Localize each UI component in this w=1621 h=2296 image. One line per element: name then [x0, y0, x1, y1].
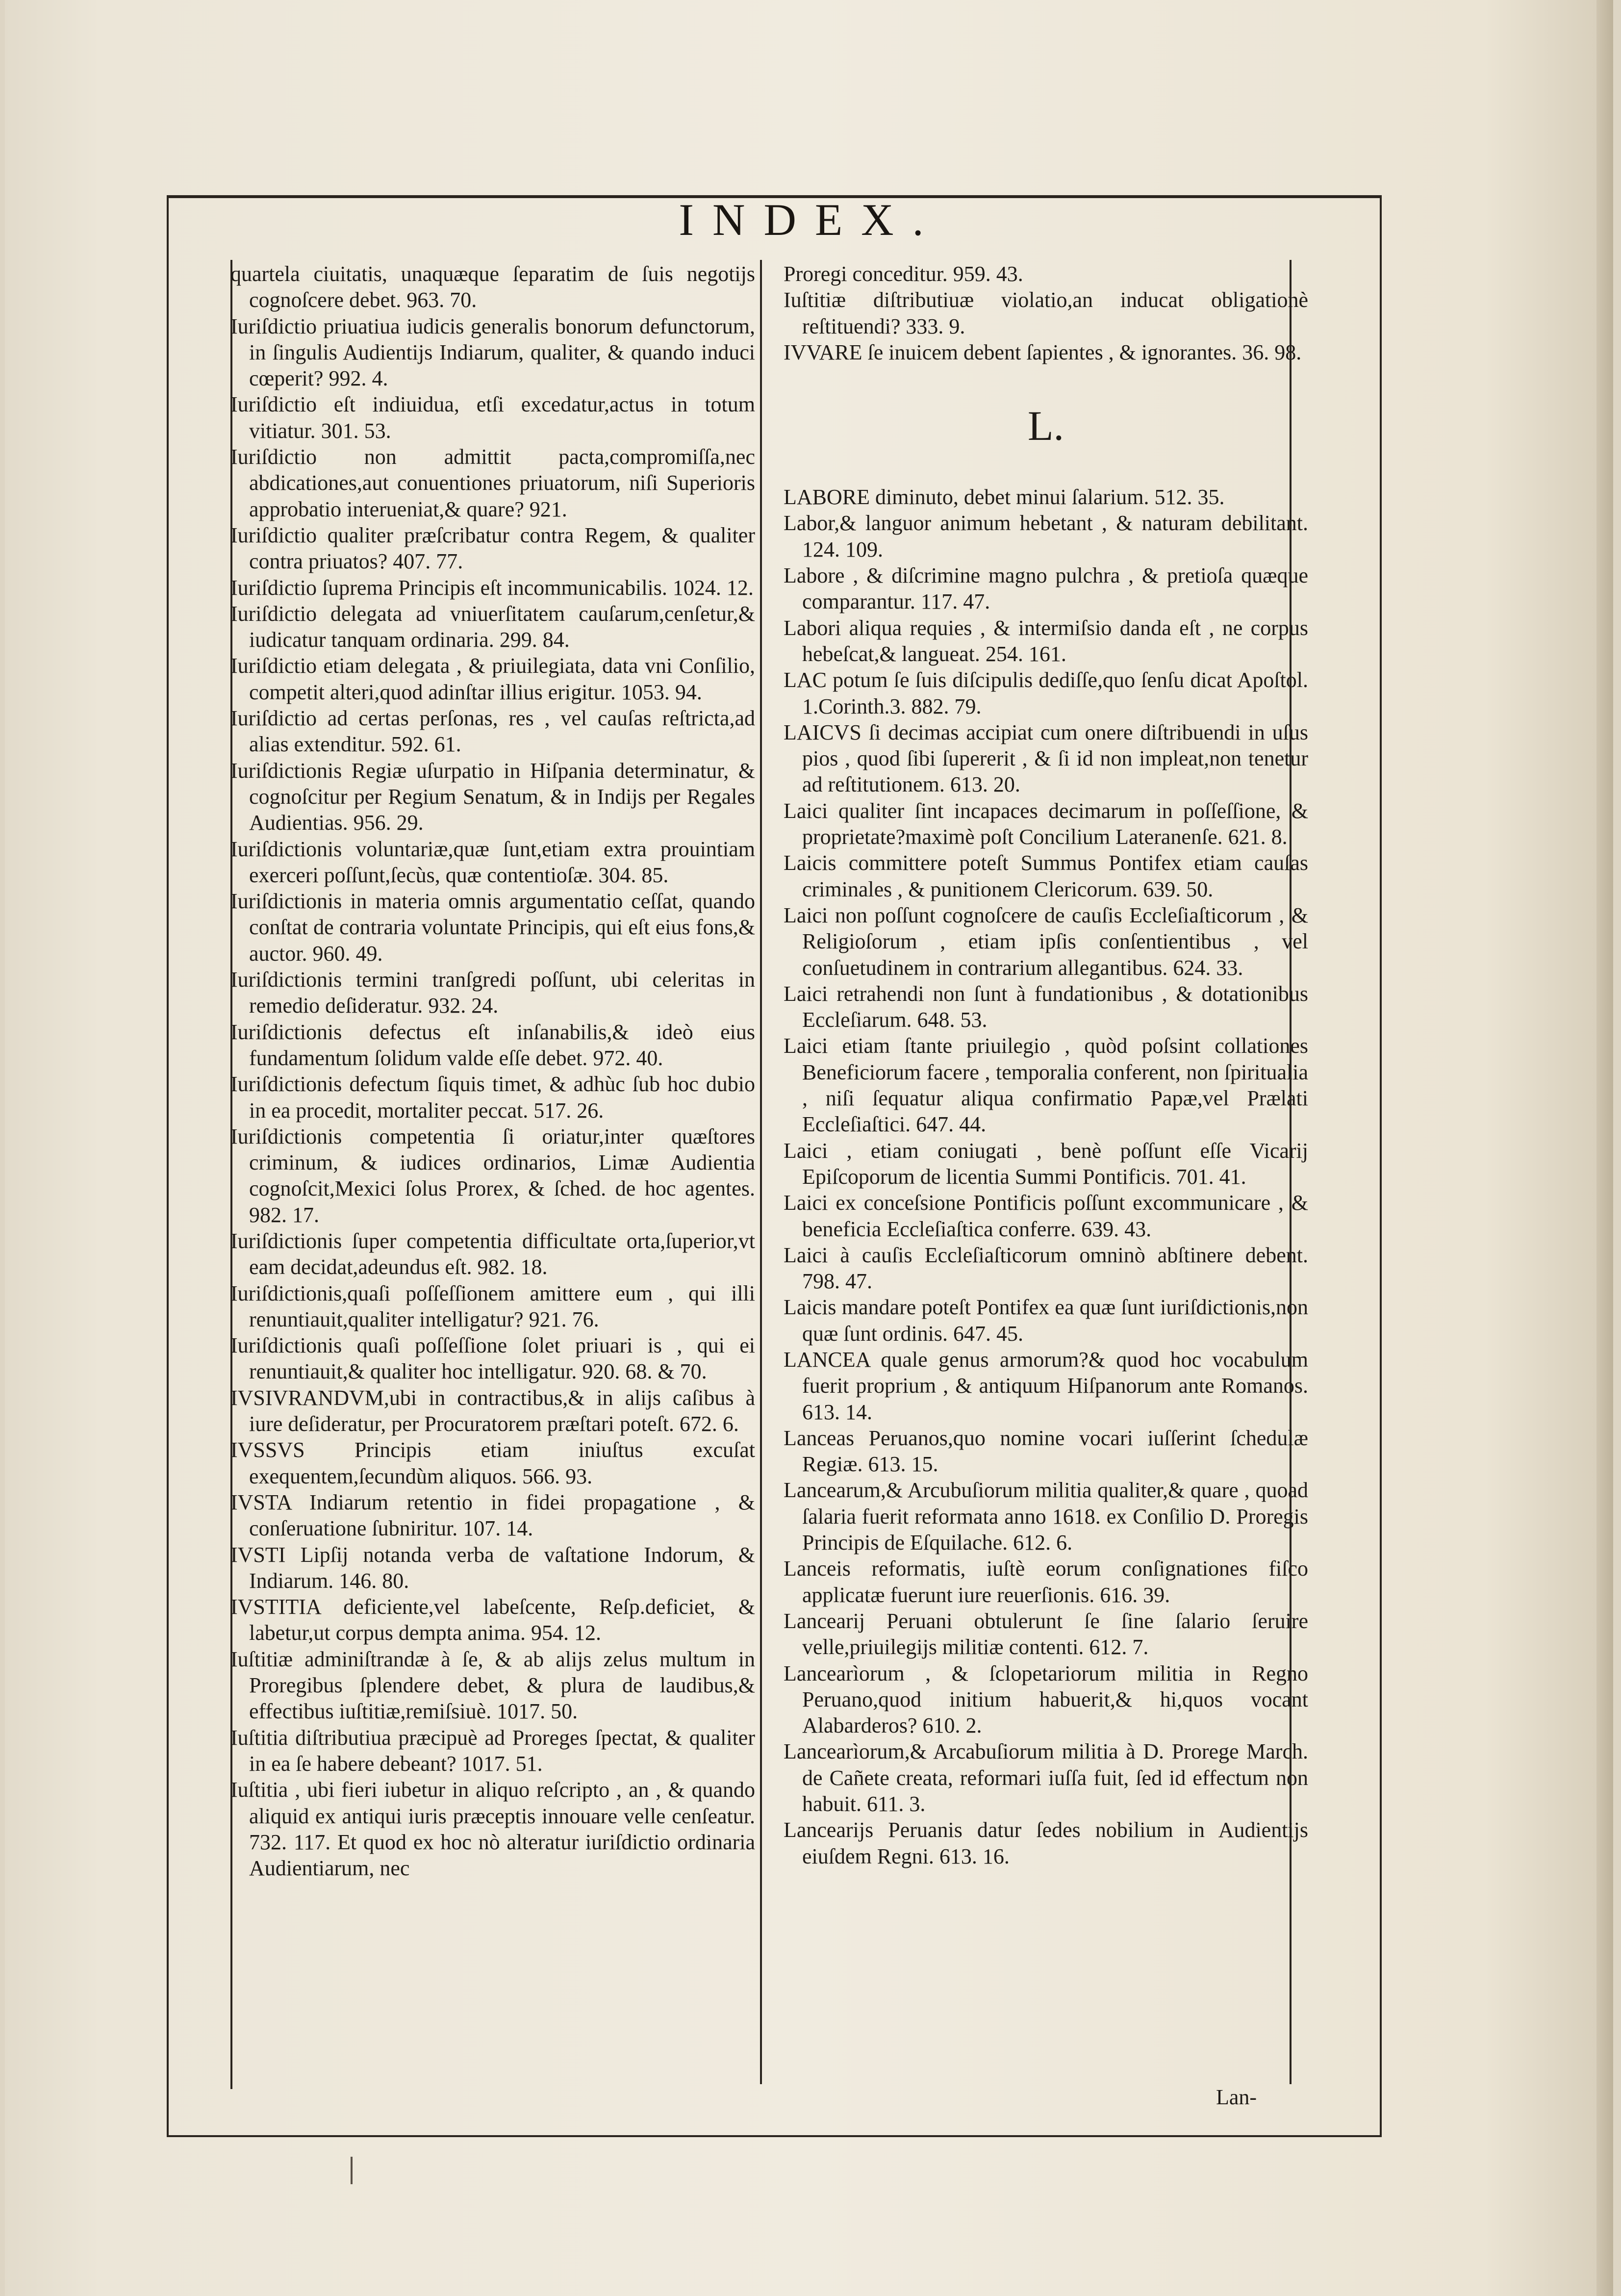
index-entry: Iuriſdictionis,quaſi poſſeſſionem amittere eum , qui illi renuntiauit,qualiter intelligatur? 921. 76.: [230, 1281, 755, 1331]
column-divider: [760, 260, 762, 2084]
index-entry: Laici qualiter ſint incapaces decimarum in poſſeſſione, & proprietate?maximè poſt Concilium Lateranenſe. 621. 8.: [784, 798, 1308, 849]
index-entry: Proregi conceditur. 959. 43.: [784, 262, 1023, 286]
index-entry: Iuriſdictio etiam delegata , & priuilegiata, data vni Conſilio, competit alteri,quod adinſtar illius erigitur. 1053. 94.: [230, 654, 755, 704]
index-entry: IVSTITIA deficiente,vel labeſcente, Reſp.deficiet, & labetur,ut corpus dempta anima. 954. 12.: [230, 1595, 755, 1645]
index-entry: Labori aliqua requies , & intermiſsio danda eſt , ne corpus hebeſcat,& langueat. 254. 161.: [784, 615, 1308, 666]
index-entry: Laici à cauſis Eccleſiaſticorum omninò abſtinere debent. 798. 47.: [784, 1243, 1308, 1294]
index-entry: Iuſtitia diſtributiua præcipuè ad Proreges ſpectat, & qualiter in ea ſe habere debeant? 1017. 51.: [230, 1725, 755, 1776]
section-letter-heading: L.: [1027, 402, 1064, 450]
index-entry: Labor,& languor animum hebetant , & naturam debilitant. 124. 109.: [784, 511, 1308, 561]
index-entry: Iuriſdictio delegata ad vniuerſitatem cauſarum,cenſetur,& iudicatur tanquam ordinaria. 299. 84.: [230, 601, 755, 652]
index-entry: IVSIVRANDVM,ubi in contractibus,& in alijs caſibus à iure deſideratur, per Procuratorem præſtari poteſt. 672. 6.: [230, 1385, 755, 1436]
index-entry: IVSTA Indiarum retentio in fidei propagatione , & conſeruatione ſubniritur. 107. 14.: [230, 1490, 755, 1541]
index-entry: Iuriſdictio eſt indiuidua, etſi excedatur,actus in totum vitiatur. 301. 53.: [230, 392, 755, 443]
index-entry: Laici , etiam coniugati , benè poſſunt eſſe Vicarij Epiſcoporum de licentia Summi Pontificis. 701. 41.: [784, 1138, 1308, 1189]
index-entry: Iuriſdictionis Regiæ uſurpatio in Hiſpania determinatur, & cognoſcitur per Regium Senatum, & in Indijs per Regales Audientias. 956. 29.: [230, 758, 755, 835]
index-entry: Lancearìorum , & ſclopetariorum militia in Regno Peruano,quod initium habuerit,& hi,quos vocant Alabarderos? 610. 2.: [784, 1661, 1308, 1738]
left-column: [230, 261, 755, 2085]
index-entry: quartela ciuitatis, unaquæque ſeparatim de ſuis negotijs cognoſcere debet. 963. 70.: [230, 262, 755, 312]
index-entry: Iuriſdictionis voluntariæ,quæ ſunt,etiam extra prouintiam exerceri poſſunt,ſecùs, quæ contentioſæ. 304. 85.: [230, 837, 755, 887]
page-title: INDEX.: [679, 195, 942, 245]
index-entry: IVVARE ſe inuicem debent ſapientes , & ignorantes. 36. 98.: [784, 340, 1302, 364]
index-entry: Iuſtitia , ubi fieri iubetur in aliquo reſcripto , an , & quando aliquid ex antiqui iuris præceptis innouare velle cenſeatur. 732. 117. Et quod ex hoc nò alteratur iuriſdictio ordinaria Audientiarum, nec: [230, 1778, 755, 1881]
right-column: [784, 261, 1308, 2085]
index-entry: LABORE diminuto, debet minui ſalarium. 512. 35.: [784, 485, 1225, 510]
right-column-top-entries: [784, 261, 1308, 365]
catchword: Lan-: [1216, 2085, 1257, 2109]
index-entry: IVSSVS Principis etiam iniuſtus excuſat exequentem,ſecundùm aliquos. 566. 93.: [230, 1438, 755, 1488]
index-entry: Iuriſdictionis in materia omnis argumentatio ceſſat, quando conſtat de contraria voluntate Principis, qui eſt eius fons,& auctor. 960. 49.: [230, 889, 755, 966]
index-entry: Lanceis reformatis, iuſtè eorum conſignationes fiſco applicatæ fuerunt iure reuerſionis. 616. 39.: [784, 1556, 1308, 1607]
index-entry: Laicis mandare poteſt Pontifex ea quæ ſunt iuriſdictionis,non quæ ſunt ordinis. 647. 45.: [784, 1295, 1308, 1346]
index-entry: Iuriſdictio priuatiua iudicis generalis bonorum defunctorum, in ſingulis Audientijs Indiarum, qualiter, & quando induci cœperit? 992. 4.: [230, 314, 755, 391]
index-entry: Laici retrahendi non ſunt à fundationibus , & dotationibus Eccleſiarum. 648. 53.: [784, 981, 1308, 1032]
index-entry: Iuſtitiæ adminiſtrandæ à ſe, & ab alijs zelus multum in Proregibus ſplendere debet, & plura de laudibus,& effectibus iuſtitiæ,remiſsiuè. 1017. 50.: [230, 1647, 755, 1724]
index-entry: Laicis committere poteſt Summus Pontifex etiam cauſas criminales , & punitionem Clericorum. 639. 50.: [784, 851, 1308, 901]
index-entry: Iuriſdictio ad certas perſonas, res , vel cauſas reſtricta,ad alias extenditur. 592. 61.: [230, 706, 755, 757]
margin-tick: [351, 2157, 353, 2184]
index-entry: Labore , & diſcrimine magno pulchra , & pretioſa quæque comparantur. 117. 47.: [784, 563, 1308, 614]
index-entry: Lancearum,& Arcubuſiorum militia qualiter,& quare , quoad ſalaria fuerit reformata anno 1618. ex Conſilio D. Proregis Principis de Eſquilache. 612. 6.: [784, 1478, 1308, 1555]
index-entry: Laici non poſſunt cognoſcere de cauſis Eccleſiaſticorum , & Religioſorum , etiam ipſis conſentientibus , vel conſuetudinem in contrarium allegantibus. 624. 33.: [784, 903, 1308, 980]
index-entry: LAICVS ſi decimas accipiat cum onere diſtribuendi in uſus pios , quod ſibi ſupererit , & ſi id non impleat,non tenetur ad reſtitutionem. 613. 20.: [784, 720, 1308, 797]
index-entry: LAC potum ſe ſuis diſcipulis dediſſe,quo ſenſu dicat Apoſtol. 1.Corinth.3. 882. 79.: [784, 668, 1308, 718]
index-entry: Lancearij Peruani obtulerunt ſe ſine ſalario ſeruire velle,priuilegijs militiæ contenti. 612. 7.: [784, 1608, 1308, 1659]
index-entry: Iuriſdictio qualiter præſcribatur contra Regem, & qualiter contra priuatos? 407. 77.: [230, 523, 755, 574]
index-entry: Iuriſdictio ſuprema Principis eſt incommunicabilis. 1024. 12.: [230, 575, 754, 600]
index-entry: LANCEA quale genus armorum?& quod hoc vocabulum fuerit proprium , & antiquum Hiſpanorum ante Romanos. 613. 14.: [784, 1347, 1308, 1424]
index-entry: Iuriſdictionis defectus eſt inſanabilis,& ideò eius fundamentum ſolidum valde eſſe debet. 972. 40.: [230, 1020, 755, 1070]
index-entry: Iuriſdictionis termini tranſgredi poſſunt, ubi celeritas in remedio deſideratur. 932. 24.: [230, 968, 755, 1018]
index-entry: Iuriſdictionis ſuper competentia difficultate orta,ſuperior,vt eam decidat,adeundus eſt. 982. 18.: [230, 1228, 755, 1279]
index-entry: Iuriſdictionis competentia ſi oriatur,inter quæſtores criminum, & iudices ordinarios, Limæ Audientia cognoſcit,Mexici ſolus Prorex, & ſched. de hoc agentes. 982. 17.: [230, 1124, 755, 1227]
index-entry: IVSTI Lipſij notanda verba de vaſtatione Indorum, & Indiarum. 146. 80.: [230, 1542, 755, 1593]
index-entry: Lancearijs Peruanis datur ſedes nobilium in Audientijs eiuſdem Regni. 613. 16.: [784, 1818, 1308, 1868]
index-entry: Lancearìorum,& Arcabuſiorum militia à D. Prorege March. de Cañete creata, reformari iuſſa fuit, ſed id effectum non habuit. 611. 3.: [784, 1739, 1308, 1816]
index-entry: Laici ex conceſsione Pontificis poſſunt excommunicare , & beneficia Eccleſiaſtica conferre. 639. 43.: [784, 1191, 1308, 1241]
index-entry: Lanceas Peruanos,quo nomine vocari iuſſerint ſchedulæ Regiæ. 613. 15.: [784, 1426, 1308, 1477]
index-entry: Iuſtitiæ diſtributiuæ violatio,an inducat obligationè reſtituendi? 333. 9.: [784, 288, 1308, 338]
right-column-bottom-entries: [784, 484, 1308, 1869]
index-entry: Iuriſdictionis defectum ſiquis timet, & adhùc ſub hoc dubio in ea procedit, mortaliter peccat. 517. 26.: [230, 1072, 755, 1122]
index-entry: Iuriſdictio non admittit pacta,compromiſſa,nec abdicationes,aut conuentiones priuatorum, niſi Superioris approbatio interueniat,& quare? 921.: [230, 445, 755, 521]
index-entry: Laici etiam ſtante priuilegio , quòd poſsint collationes Beneficiorum facere , temporalia conferent, non ſpiritualia , niſi ſequatur aliqua confirmatio Papæ,vel Prælati Eccleſiaſtici. 647. 44.: [784, 1034, 1308, 1137]
page-edge-shadow: [1596, 0, 1613, 2296]
index-entry: Iuriſdictionis quaſi poſſeſſione ſolet priuari is , qui ei renuntiauit,& qualiter hoc intelligatur. 920. 68. & 70.: [230, 1333, 755, 1384]
